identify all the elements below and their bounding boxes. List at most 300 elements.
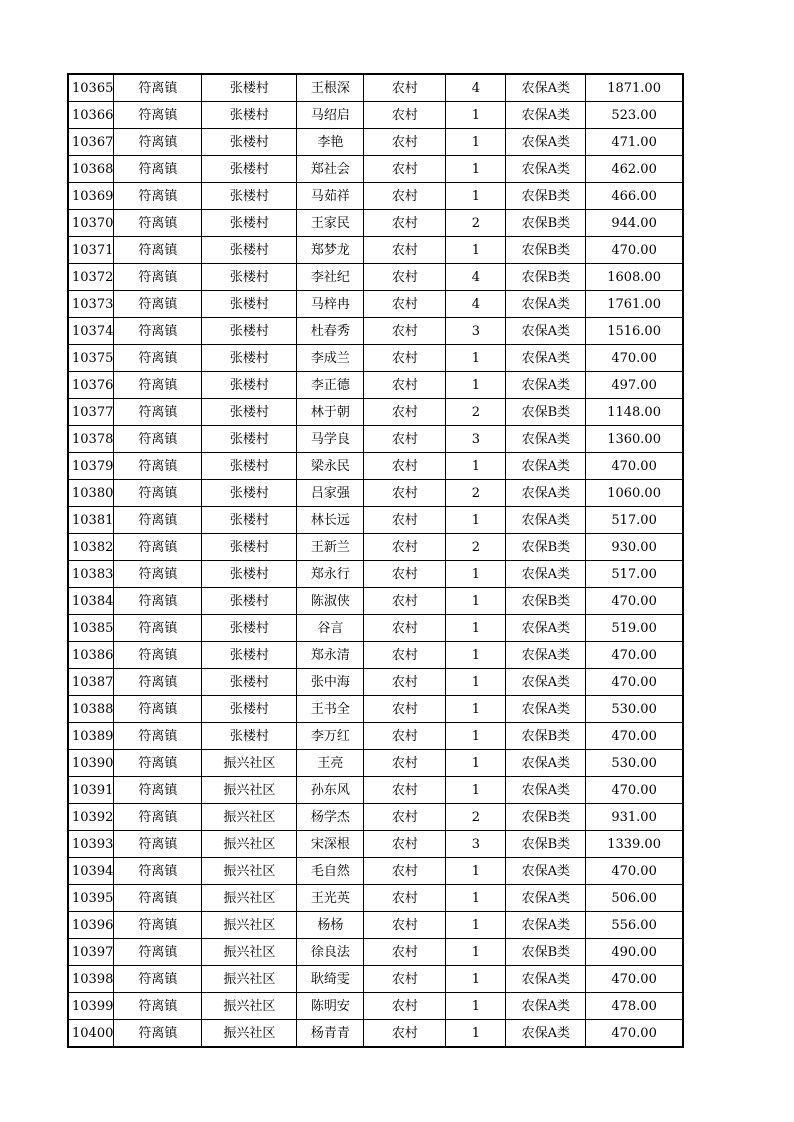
record-id-cell: 10387: [68, 669, 114, 696]
record-id-cell: 10376: [68, 372, 114, 399]
village-cell: 振兴社区: [202, 939, 297, 966]
town-cell: 符离镇: [114, 588, 202, 615]
town-cell: 符离镇: [114, 264, 202, 291]
amount-cell: 1060.00: [586, 480, 683, 507]
town-cell: 符离镇: [114, 183, 202, 210]
town-cell: 符离镇: [114, 291, 202, 318]
category-cell: 农保B类: [506, 183, 586, 210]
amount-cell: 470.00: [586, 237, 683, 264]
category-cell: 农保B类: [506, 210, 586, 237]
table-row: [68, 939, 683, 966]
household-type-cell: 农村: [364, 183, 446, 210]
category-cell: 农保A类: [506, 129, 586, 156]
village-cell: 张楼村: [202, 534, 297, 561]
record-id-cell: 10370: [68, 210, 114, 237]
category-cell: 农保A类: [506, 642, 586, 669]
village-cell: 张楼村: [202, 669, 297, 696]
household-type-cell: 农村: [364, 237, 446, 264]
people-count-cell: 3: [446, 831, 506, 858]
village-cell: 张楼村: [202, 723, 297, 750]
record-id-cell: 10372: [68, 264, 114, 291]
record-id-cell: 10396: [68, 912, 114, 939]
name-cell: 李正德: [297, 372, 364, 399]
table-row: [68, 1020, 683, 1048]
town-cell: 符离镇: [114, 858, 202, 885]
people-count-cell: 1: [446, 345, 506, 372]
table-row: [68, 453, 683, 480]
people-count-cell: 1: [446, 453, 506, 480]
people-count-cell: 1: [446, 1020, 506, 1048]
town-cell: 符离镇: [114, 993, 202, 1020]
amount-cell: 1516.00: [586, 318, 683, 345]
table-row: [68, 804, 683, 831]
people-count-cell: 1: [446, 885, 506, 912]
name-cell: 王新兰: [297, 534, 364, 561]
name-cell: 李成兰: [297, 345, 364, 372]
table-body: [68, 74, 683, 1047]
household-type-cell: 农村: [364, 74, 446, 102]
category-cell: 农保A类: [506, 1020, 586, 1048]
name-cell: 王家民: [297, 210, 364, 237]
household-type-cell: 农村: [364, 966, 446, 993]
household-type-cell: 农村: [364, 588, 446, 615]
village-cell: 张楼村: [202, 183, 297, 210]
name-cell: 徐良法: [297, 939, 364, 966]
town-cell: 符离镇: [114, 74, 202, 102]
village-cell: 张楼村: [202, 696, 297, 723]
town-cell: 符离镇: [114, 372, 202, 399]
people-count-cell: 1: [446, 129, 506, 156]
household-type-cell: 农村: [364, 102, 446, 129]
people-count-cell: 1: [446, 777, 506, 804]
town-cell: 符离镇: [114, 426, 202, 453]
name-cell: 郑社会: [297, 156, 364, 183]
name-cell: 王亮: [297, 750, 364, 777]
amount-cell: 470.00: [586, 777, 683, 804]
household-type-cell: 农村: [364, 723, 446, 750]
village-cell: 张楼村: [202, 426, 297, 453]
people-count-cell: 1: [446, 858, 506, 885]
name-cell: 王书全: [297, 696, 364, 723]
town-cell: 符离镇: [114, 318, 202, 345]
town-cell: 符离镇: [114, 777, 202, 804]
record-id-cell: 10377: [68, 399, 114, 426]
amount-cell: 497.00: [586, 372, 683, 399]
people-count-cell: 1: [446, 183, 506, 210]
category-cell: 农保B类: [506, 237, 586, 264]
household-type-cell: 农村: [364, 561, 446, 588]
record-id-cell: 10382: [68, 534, 114, 561]
town-cell: 符离镇: [114, 669, 202, 696]
amount-cell: 470.00: [586, 966, 683, 993]
name-cell: 梁永民: [297, 453, 364, 480]
name-cell: 宋深根: [297, 831, 364, 858]
category-cell: 农保A类: [506, 480, 586, 507]
name-cell: 王根深: [297, 74, 364, 102]
village-cell: 振兴社区: [202, 858, 297, 885]
town-cell: 符离镇: [114, 399, 202, 426]
household-type-cell: 农村: [364, 831, 446, 858]
category-cell: 农保A类: [506, 966, 586, 993]
category-cell: 农保A类: [506, 453, 586, 480]
table-row: [68, 237, 683, 264]
name-cell: 郑永清: [297, 642, 364, 669]
village-cell: 振兴社区: [202, 966, 297, 993]
category-cell: 农保A类: [506, 993, 586, 1020]
name-cell: 耿绮雯: [297, 966, 364, 993]
town-cell: 符离镇: [114, 561, 202, 588]
name-cell: 孙东风: [297, 777, 364, 804]
name-cell: 吕家强: [297, 480, 364, 507]
record-id-cell: 10378: [68, 426, 114, 453]
table-row: [68, 507, 683, 534]
village-cell: 张楼村: [202, 588, 297, 615]
amount-cell: 470.00: [586, 453, 683, 480]
record-id-cell: 10390: [68, 750, 114, 777]
record-id-cell: 10393: [68, 831, 114, 858]
table-row: [68, 669, 683, 696]
town-cell: 符离镇: [114, 156, 202, 183]
village-cell: 张楼村: [202, 74, 297, 102]
amount-cell: 519.00: [586, 615, 683, 642]
category-cell: 农保B类: [506, 588, 586, 615]
name-cell: 杨学杰: [297, 804, 364, 831]
town-cell: 符离镇: [114, 696, 202, 723]
name-cell: 林长远: [297, 507, 364, 534]
village-cell: 张楼村: [202, 102, 297, 129]
household-type-cell: 农村: [364, 642, 446, 669]
category-cell: 农保A类: [506, 102, 586, 129]
amount-cell: 470.00: [586, 723, 683, 750]
amount-cell: 470.00: [586, 669, 683, 696]
name-cell: 林于朝: [297, 399, 364, 426]
name-cell: 毛自然: [297, 858, 364, 885]
name-cell: 杜春秀: [297, 318, 364, 345]
amount-cell: 506.00: [586, 885, 683, 912]
town-cell: 符离镇: [114, 534, 202, 561]
table-row: [68, 480, 683, 507]
name-cell: 陈淑侠: [297, 588, 364, 615]
name-cell: 王光英: [297, 885, 364, 912]
name-cell: 李万红: [297, 723, 364, 750]
record-id-cell: 10399: [68, 993, 114, 1020]
record-id-cell: 10384: [68, 588, 114, 615]
household-type-cell: 农村: [364, 345, 446, 372]
people-count-cell: 1: [446, 912, 506, 939]
category-cell: 农保B类: [506, 939, 586, 966]
village-cell: 张楼村: [202, 480, 297, 507]
table-row: [68, 129, 683, 156]
household-type-cell: 农村: [364, 939, 446, 966]
record-id-cell: 10391: [68, 777, 114, 804]
town-cell: 符离镇: [114, 453, 202, 480]
category-cell: 农保A类: [506, 912, 586, 939]
category-cell: 农保A类: [506, 885, 586, 912]
record-id-cell: 10385: [68, 615, 114, 642]
household-type-cell: 农村: [364, 858, 446, 885]
amount-cell: 930.00: [586, 534, 683, 561]
village-cell: 振兴社区: [202, 804, 297, 831]
village-cell: 张楼村: [202, 561, 297, 588]
village-cell: 张楼村: [202, 345, 297, 372]
category-cell: 农保A类: [506, 669, 586, 696]
village-cell: 振兴社区: [202, 885, 297, 912]
amount-cell: 470.00: [586, 1020, 683, 1048]
people-count-cell: 1: [446, 669, 506, 696]
village-cell: 张楼村: [202, 372, 297, 399]
amount-cell: 517.00: [586, 561, 683, 588]
amount-cell: 1339.00: [586, 831, 683, 858]
record-id-cell: 10368: [68, 156, 114, 183]
category-cell: 农保B类: [506, 264, 586, 291]
category-cell: 农保B类: [506, 399, 586, 426]
category-cell: 农保A类: [506, 615, 586, 642]
household-type-cell: 农村: [364, 426, 446, 453]
record-id-cell: 10379: [68, 453, 114, 480]
town-cell: 符离镇: [114, 885, 202, 912]
people-count-cell: 1: [446, 966, 506, 993]
record-id-cell: 10389: [68, 723, 114, 750]
village-cell: 张楼村: [202, 453, 297, 480]
table-row: [68, 642, 683, 669]
town-cell: 符离镇: [114, 237, 202, 264]
household-type-cell: 农村: [364, 750, 446, 777]
people-count-cell: 1: [446, 561, 506, 588]
table-row: [68, 291, 683, 318]
household-type-cell: 农村: [364, 615, 446, 642]
people-count-cell: 1: [446, 372, 506, 399]
people-count-cell: 1: [446, 102, 506, 129]
table-row: [68, 426, 683, 453]
village-cell: 张楼村: [202, 156, 297, 183]
household-type-cell: 农村: [364, 399, 446, 426]
people-count-cell: 3: [446, 318, 506, 345]
record-id-cell: 10397: [68, 939, 114, 966]
table-row: [68, 345, 683, 372]
people-count-cell: 1: [446, 156, 506, 183]
village-cell: 张楼村: [202, 642, 297, 669]
table-row: [68, 912, 683, 939]
table-row: [68, 318, 683, 345]
amount-cell: 1608.00: [586, 264, 683, 291]
household-type-cell: 农村: [364, 912, 446, 939]
amount-cell: 530.00: [586, 696, 683, 723]
household-type-cell: 农村: [364, 156, 446, 183]
village-cell: 张楼村: [202, 210, 297, 237]
table-row: [68, 858, 683, 885]
category-cell: 农保B类: [506, 831, 586, 858]
table-row: [68, 777, 683, 804]
amount-cell: 470.00: [586, 858, 683, 885]
people-count-cell: 1: [446, 723, 506, 750]
name-cell: 郑永行: [297, 561, 364, 588]
people-count-cell: 2: [446, 534, 506, 561]
record-id-cell: 10400: [68, 1020, 114, 1048]
amount-cell: 471.00: [586, 129, 683, 156]
town-cell: 符离镇: [114, 480, 202, 507]
town-cell: 符离镇: [114, 939, 202, 966]
people-count-cell: 1: [446, 588, 506, 615]
people-count-cell: 2: [446, 480, 506, 507]
record-id-cell: 10381: [68, 507, 114, 534]
people-count-cell: 2: [446, 210, 506, 237]
household-type-cell: 农村: [364, 507, 446, 534]
household-type-cell: 农村: [364, 210, 446, 237]
people-count-cell: 1: [446, 993, 506, 1020]
household-type-cell: 农村: [364, 318, 446, 345]
record-id-cell: 10388: [68, 696, 114, 723]
name-cell: 马绍启: [297, 102, 364, 129]
people-count-cell: 1: [446, 939, 506, 966]
village-cell: 张楼村: [202, 318, 297, 345]
table-row: [68, 102, 683, 129]
town-cell: 符离镇: [114, 102, 202, 129]
name-cell: 陈明安: [297, 993, 364, 1020]
record-id-cell: 10375: [68, 345, 114, 372]
category-cell: 农保A类: [506, 750, 586, 777]
name-cell: 郑梦龙: [297, 237, 364, 264]
household-type-cell: 农村: [364, 669, 446, 696]
village-cell: 振兴社区: [202, 777, 297, 804]
people-count-cell: 1: [446, 750, 506, 777]
town-cell: 符离镇: [114, 1020, 202, 1048]
category-cell: 农保A类: [506, 345, 586, 372]
town-cell: 符离镇: [114, 345, 202, 372]
amount-cell: 1148.00: [586, 399, 683, 426]
village-cell: 振兴社区: [202, 912, 297, 939]
people-count-cell: 4: [446, 264, 506, 291]
town-cell: 符离镇: [114, 129, 202, 156]
household-type-cell: 农村: [364, 372, 446, 399]
record-id-cell: 10383: [68, 561, 114, 588]
table-row: [68, 723, 683, 750]
record-id-cell: 10398: [68, 966, 114, 993]
table-row: [68, 183, 683, 210]
table-row: [68, 264, 683, 291]
name-cell: 马学良: [297, 426, 364, 453]
category-cell: 农保A类: [506, 858, 586, 885]
category-cell: 农保A类: [506, 318, 586, 345]
table-row: [68, 696, 683, 723]
amount-cell: 470.00: [586, 588, 683, 615]
town-cell: 符离镇: [114, 912, 202, 939]
household-type-cell: 农村: [364, 129, 446, 156]
table-row: [68, 372, 683, 399]
people-count-cell: 1: [446, 615, 506, 642]
household-type-cell: 农村: [364, 696, 446, 723]
amount-cell: 470.00: [586, 345, 683, 372]
category-cell: 农保A类: [506, 426, 586, 453]
town-cell: 符离镇: [114, 966, 202, 993]
people-count-cell: 2: [446, 399, 506, 426]
household-type-cell: 农村: [364, 804, 446, 831]
people-count-cell: 4: [446, 74, 506, 102]
table-row: [68, 561, 683, 588]
village-cell: 振兴社区: [202, 831, 297, 858]
amount-cell: 470.00: [586, 642, 683, 669]
village-cell: 张楼村: [202, 291, 297, 318]
household-type-cell: 农村: [364, 264, 446, 291]
record-id-cell: 10366: [68, 102, 114, 129]
people-count-cell: 3: [446, 426, 506, 453]
village-cell: 振兴社区: [202, 993, 297, 1020]
name-cell: 马梓冉: [297, 291, 364, 318]
category-cell: 农保A类: [506, 507, 586, 534]
name-cell: 李社纪: [297, 264, 364, 291]
category-cell: 农保A类: [506, 291, 586, 318]
people-count-cell: 1: [446, 696, 506, 723]
people-count-cell: 2: [446, 804, 506, 831]
table-row: [68, 615, 683, 642]
table-row: [68, 74, 683, 102]
village-cell: 振兴社区: [202, 1020, 297, 1048]
record-id-cell: 10367: [68, 129, 114, 156]
household-type-cell: 农村: [364, 291, 446, 318]
household-type-cell: 农村: [364, 885, 446, 912]
amount-cell: 466.00: [586, 183, 683, 210]
table-row: [68, 156, 683, 183]
amount-cell: 523.00: [586, 102, 683, 129]
household-type-cell: 农村: [364, 534, 446, 561]
amount-cell: 478.00: [586, 993, 683, 1020]
people-count-cell: 1: [446, 642, 506, 669]
category-cell: 农保A类: [506, 696, 586, 723]
record-id-cell: 10369: [68, 183, 114, 210]
people-count-cell: 4: [446, 291, 506, 318]
name-cell: 张中海: [297, 669, 364, 696]
village-cell: 张楼村: [202, 264, 297, 291]
household-type-cell: 农村: [364, 777, 446, 804]
data-table: [67, 73, 684, 1048]
record-id-cell: 10365: [68, 74, 114, 102]
amount-cell: 931.00: [586, 804, 683, 831]
record-id-cell: 10373: [68, 291, 114, 318]
town-cell: 符离镇: [114, 210, 202, 237]
category-cell: 农保A类: [506, 372, 586, 399]
amount-cell: 530.00: [586, 750, 683, 777]
table-row: [68, 831, 683, 858]
record-id-cell: 10386: [68, 642, 114, 669]
record-id-cell: 10392: [68, 804, 114, 831]
category-cell: 农保A类: [506, 156, 586, 183]
village-cell: 振兴社区: [202, 750, 297, 777]
amount-cell: 1761.00: [586, 291, 683, 318]
table-row: [68, 210, 683, 237]
category-cell: 农保A类: [506, 561, 586, 588]
category-cell: 农保B类: [506, 723, 586, 750]
record-id-cell: 10371: [68, 237, 114, 264]
name-cell: 李艳: [297, 129, 364, 156]
town-cell: 符离镇: [114, 642, 202, 669]
town-cell: 符离镇: [114, 804, 202, 831]
town-cell: 符离镇: [114, 831, 202, 858]
table-row: [68, 993, 683, 1020]
village-cell: 张楼村: [202, 237, 297, 264]
category-cell: 农保A类: [506, 74, 586, 102]
record-id-cell: 10374: [68, 318, 114, 345]
household-type-cell: 农村: [364, 480, 446, 507]
town-cell: 符离镇: [114, 723, 202, 750]
name-cell: 谷言: [297, 615, 364, 642]
town-cell: 符离镇: [114, 750, 202, 777]
record-id-cell: 10395: [68, 885, 114, 912]
household-type-cell: 农村: [364, 1020, 446, 1048]
record-id-cell: 10394: [68, 858, 114, 885]
town-cell: 符离镇: [114, 615, 202, 642]
town-cell: 符离镇: [114, 507, 202, 534]
amount-cell: 1871.00: [586, 74, 683, 102]
people-count-cell: 1: [446, 507, 506, 534]
